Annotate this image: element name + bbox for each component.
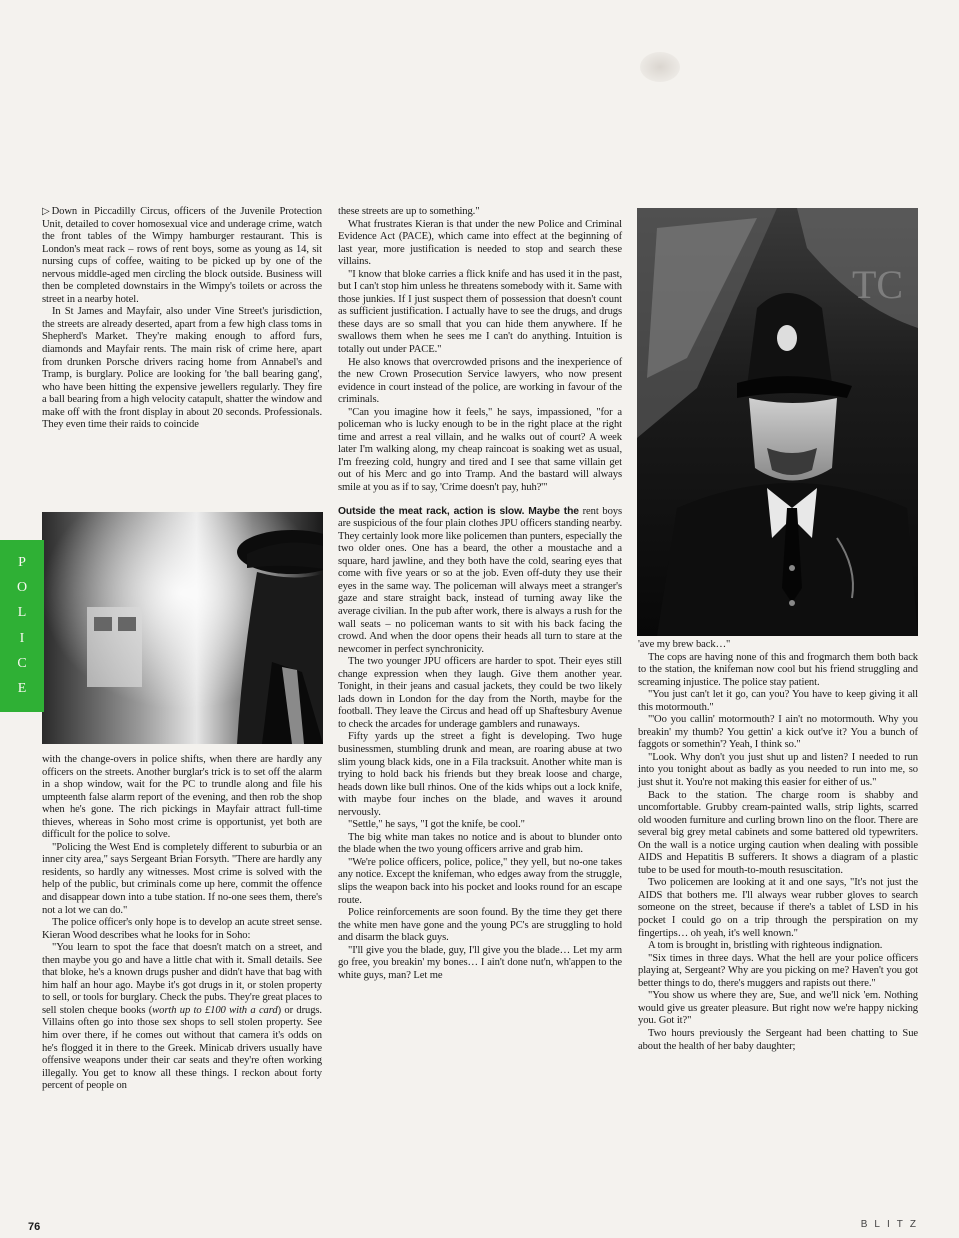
paragraph: these streets are up to something." bbox=[338, 206, 480, 217]
paragraph: "Can you imagine how it feels," he says, impassioned, "for a policeman who is lucky enough to be in the right place at the right time and arrest a real villain, and he walks out of court? A week later I'm walking along, my cheap raincoat is soaking wet as usual, I'm freezing cold, hungry and tired and I see that same villain get out of his Merc and go into Tramp. And the bastard will always smile at you as if to say, 'Crime doesn't pay, huh?'" bbox=[338, 406, 622, 494]
section-lead-paragraph: Outside the meat rack, action is slow. Maybe the rent boys are suspicious of the four plain clothes JPU officers standing nearby. They certainly look more like policemen than punters, especially the two older ones. One has a beard, the other a moustache and a square, hard jawline, and they both have the cold, searing eyes that come with five years or so at the job. Even off-duty they use their eyes in the same way. The policeman will always meet a stranger's gaze and stare straight back, instead of turning away like the average civilian. In the pub after work, there is always a rush for the wall seats – no policeman wants to sit with his back facing the crowd. And when the door opens their heads all turn to stare at the newcomer in perfect synchronicity. bbox=[338, 505, 622, 655]
paragraph: He also knows that overcrowded prisons and the inexperience of the new Crown Prosecution Service lawyers, who now present evidence in court instead of the police, are working in favour of the criminals. bbox=[338, 356, 622, 406]
paragraph: with the change-overs in police shifts, when there are hardly any officers on the streets. Another burglar's trick is to set off the alarm in a shop window, wait for the PC to trundle along and file his umpteenth false alarm report of the evening, and then rob the shop when he's gone. The rich pickings in Mayfair attract full-time thieves, whereas in Soho most crime is opportunist, yet both are difficult for the police to solve. bbox=[42, 754, 322, 841]
paragraph: The cops are having none of this and frogmarch them both back to the station, the knifeman now cool but his friend struggling and screaming injustice. The police stay patient. bbox=[638, 651, 918, 688]
paragraph: ▷Down in Piccadilly Circus, officers of the Juvenile Protection Unit, detailed to cover homosexual vice and underage crime, watch the front tables of the Wimpy hamburger restaurant. This is London's meat rack – rows of rent boys, some as young as 14, sit nursing cups of coffee, waiting to be picked up by one of the nervous middle-aged men circling the block outside. Business will then be completed downstairs in the Wimpy's toilets or across the street in a nearby hotel. bbox=[42, 206, 322, 305]
paragraph: "We're police officers, police, police," they yell, but no-one takes any notice. Except the knifeman, who edges away from the struggle, slips the weapon back into his pocket and looks round for an escape route. bbox=[338, 856, 622, 906]
paragraph: "You show us where they are, Sue, and we'll nick 'em. Nothing would give us greater pleasure. But right now we're happy nicking you. Got it?" bbox=[638, 990, 918, 1027]
svg-text:TC: TC bbox=[852, 262, 904, 307]
section-tab-police bbox=[0, 540, 44, 712]
paragraph: Two policemen are looking at it and one says, "It's not just the AIDS that bothers me. I'll always wear rubber gloves to search someone on the street, because if there's a tablet of LSD in his pocket I could go on a trip through the perspiration on my fingertips… oh yeah, it's well known." bbox=[638, 877, 918, 939]
paragraph: "Settle," he says, "I got the knife, be cool." bbox=[348, 819, 525, 831]
section-lead: Outside the meat rack, action is slow. Maybe the bbox=[338, 505, 579, 517]
paragraph: "You learn to spot the face that doesn't match on a street, and then maybe you go and have a little chat with it. Small details. See that bloke, he's a known drugs pusher and didn't have that bag with him half an hour ago. Maybe it's got drugs in it, or stolen property to sell, or tools for burglary. Check the pubs. They're great places to sell stolen cheque books (worth up to £100 with a card) or drugs. Villains often go into those sex shops to sell stolen property. See him over there, if he comes out without that camera it's odds on he's flogged it in there to the Greek. Minicab drivers usually have offensive weapons under their car seats and they're often working illegally. You get to know all these things. I reckon about forty percent of people on bbox=[42, 942, 322, 1092]
paragraph: The two younger JPU officers are harder to spot. Their eyes still change expression when they laugh. Give them another year. Tonight, in their jeans and casual jackets, they could be two likely lads down in London for the day from the North, maybe for the football. They leave the Circus and head off up Shaftesbury Avenue to check the arcades for underage gamblers and runaways. bbox=[338, 656, 622, 730]
paragraph: Fifty yards up the street a fight is developing. Two huge businessmen, stumbling drunk and mean, are roaring abuse at two slim young black kids, one in a Fila tracksuit. Another white man is trying to hold back his friends but they break loose and charge, heads down like bull rhinos. One of the kids whips out a lock knife, with maybe four inches on the blade, and waves it around nervously. bbox=[338, 731, 622, 818]
page-number: 76 bbox=[28, 1221, 41, 1233]
paragraph: "Look. Why don't you just shut up and listen? I needed to run into you tonight about as badly as you needed to run into me, so just shut it. You're not making this easier for either of us." bbox=[638, 751, 918, 789]
paragraph: 'ave my brew back…" bbox=[638, 639, 731, 650]
tab-letter: E bbox=[17, 680, 27, 696]
paragraph: Two hours previously the Sergeant had been chatting to Sue about the health of her baby daughter; bbox=[638, 1027, 918, 1052]
paragraph: "Six times in three days. What the hell are your police officers playing at, Sergeant? Why are you picking on me? Haven't you got better things to do, there's muggers and rapists out there." bbox=[638, 952, 918, 989]
tab-letter: C bbox=[17, 655, 27, 671]
paragraph: The big white man takes no notice and is about to blunder onto the blade when the two young officers arrive and grab him. bbox=[338, 831, 622, 856]
photo-policeman-helmet bbox=[637, 208, 918, 636]
column-2 bbox=[338, 206, 622, 982]
column-1-bottom bbox=[42, 754, 322, 1093]
column-3 bbox=[638, 639, 918, 1053]
photo-image bbox=[637, 208, 918, 636]
paragraph: The police officer's only hope is to develop an acute street sense. Kieran Wood describes what he looks for in Soho: bbox=[42, 917, 322, 941]
photo-image bbox=[42, 512, 323, 744]
column-1-top bbox=[42, 206, 322, 432]
paragraph: "You just can't let it go, can you? You have to keep giving it all this motormouth." bbox=[638, 689, 918, 713]
tab-letter: L bbox=[17, 605, 27, 621]
paragraph: Police reinforcements are soon found. By the time they get there the white men have gone and the young PC's are struggling to hold and disarm the black guys. bbox=[338, 907, 622, 944]
paragraph: What frustrates Kieran is that under the new Police and Criminal Evidence Act (PACE), which came into effect at the beginning of last year, more justification is needed to stop and search these villains. bbox=[338, 218, 622, 268]
paragraph: "I know that bloke carries a flick knife and has used it in the past, but I can't stop him unless he threatens somebody with it. Same with those junkies. If I just suspect them of possession that doesn't count as sufficient justification. I actually have to see the drugs, and drugs these days are so small that you can hide them anywhere. If he swallows them when he sees me I can't do anything. Intuition is totally out under PACE." bbox=[338, 268, 622, 356]
photo-policeman-street bbox=[42, 512, 323, 744]
continuation-arrow-icon: ▷ bbox=[42, 206, 52, 217]
print-smudge bbox=[640, 52, 680, 82]
paragraph: Back to the station. The charge room is shabby and uncomfortable. Grubby cream-painted walls, strip lights, scarred old wooden furniture and curling brown lino on the floor. There are several big grey metal cabinets and some battered old typewriters. On the wall is a notice urging caution when dealing with possible AIDS and Hepatitis B sufferers. It shows a diagram of a plastic tube to be used for mouth-to-mouth resuscitation. bbox=[638, 789, 918, 876]
magazine-name: BLITZ bbox=[860, 1219, 923, 1230]
paragraph: In St James and Mayfair, also under Vine Street's jurisdiction, the streets are already deserted, apart from a few high class toms in Shepherd's Market. They're making enough to afford furs, diamonds and Mayfair rents. The main risk of crime here, apart from drunken Porsche drivers racing home from Annabel's and Tramp, is burglary. Police are looking for 'the ball bearing gang', who have been hitting the expensive jewellers regularly. They fire a ball bearing from a high velocity catapult, shatter the window and make off with the front display in about 20 seconds. Professionals. They even time their raids to coincide bbox=[42, 306, 322, 431]
tab-letter: P bbox=[18, 555, 26, 570]
paragraph: "I'll give you the blade, guy, I'll give you the blade… Let my arm go free, you breakin' my bones… I ain't done nut'n, wh'appen to the white guys, man? Let me bbox=[338, 944, 622, 981]
paragraph: "Policing the West End is completely different to suburbia or an inner city area," says Sergeant Brian Forsyth. "There are hardly any residents, so hardly any witnesses. Most crime is solved with the help of the public, but criminals come up here, commit the offence and disappear down into a tube station. If no-one sees them, there's not a lot we can do." bbox=[42, 841, 322, 916]
tab-letter: I bbox=[19, 630, 25, 646]
tab-letter: O bbox=[16, 580, 28, 596]
paragraph: "'Oo you callin' motormouth? I ain't no motormouth. Why you breakin' my thumb? You gettin' a kick out've it? You a bunch of faggots or somethin'? Yeah, I think so." bbox=[638, 714, 918, 751]
paragraph: A tom is brought in, bristling with righteous indignation. bbox=[648, 940, 883, 952]
